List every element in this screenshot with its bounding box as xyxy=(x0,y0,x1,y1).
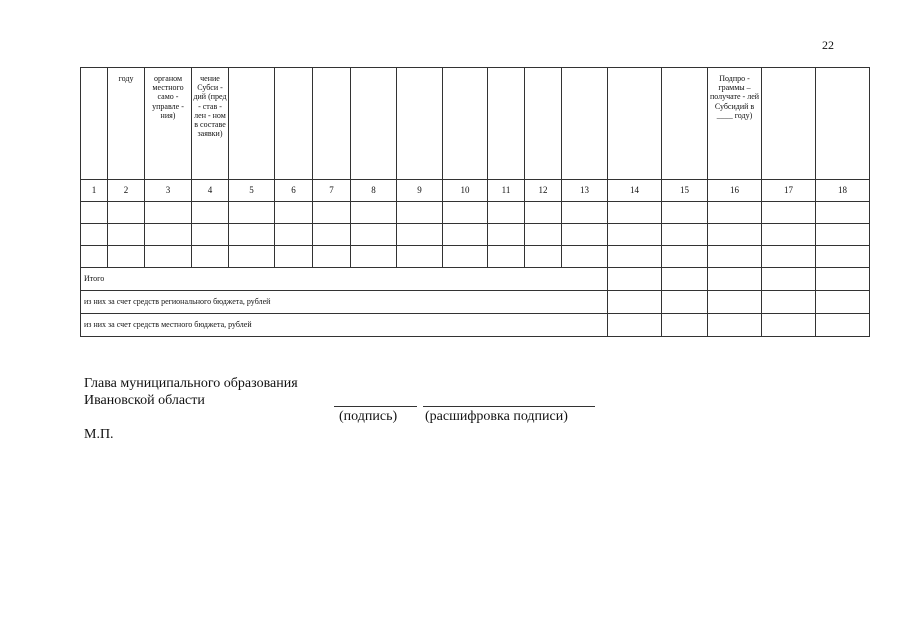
signatory-region: Ивановской области xyxy=(84,393,205,408)
header-cell-13 xyxy=(562,68,608,180)
transcript-line xyxy=(423,406,595,407)
column-number: 6 xyxy=(275,180,313,202)
signatory-block xyxy=(84,375,298,409)
signature-line xyxy=(334,406,417,407)
table-row xyxy=(81,202,870,224)
column-number: 9 xyxy=(397,180,443,202)
table-row xyxy=(81,246,870,268)
header-cell-4: чение Субси - дий (пред - став - лен - ном в составе заявки) xyxy=(192,68,229,180)
header-cell-9 xyxy=(397,68,443,180)
header-cell-11 xyxy=(488,68,525,180)
column-number: 7 xyxy=(313,180,351,202)
column-number: 1 xyxy=(81,180,108,202)
header-cell-1 xyxy=(81,68,108,180)
page-number: 22 xyxy=(822,38,834,52)
total-row xyxy=(81,268,870,291)
column-number: 13 xyxy=(562,180,608,202)
signature-caption: (подпись) xyxy=(339,409,398,424)
column-number: 14 xyxy=(608,180,662,202)
column-number: 3 xyxy=(145,180,192,202)
column-number: 18 xyxy=(816,180,870,202)
transcript-caption: (расшифровка подписи) xyxy=(425,409,568,424)
header-cell-7 xyxy=(313,68,351,180)
header-cell-3: органом местного само - управле - ния) xyxy=(145,68,192,180)
subsidy-table xyxy=(80,67,870,337)
column-number: 15 xyxy=(662,180,708,202)
total-label: Итого xyxy=(81,268,608,291)
local-budget-row xyxy=(81,314,870,337)
column-number: 2 xyxy=(108,180,145,202)
column-number: 4 xyxy=(192,180,229,202)
regional-budget-row xyxy=(81,291,870,314)
header-row xyxy=(81,68,870,180)
stamp-label: М.П. xyxy=(84,427,114,442)
signatory-title: Глава муниципального образования xyxy=(84,376,298,391)
regional-budget-label: из них за счет средств регионального бюджета, рублей xyxy=(81,291,608,314)
header-cell-6 xyxy=(275,68,313,180)
header-cell-15 xyxy=(662,68,708,180)
column-number: 16 xyxy=(708,180,762,202)
header-cell-18 xyxy=(816,68,870,180)
header-cell-5 xyxy=(229,68,275,180)
table-row xyxy=(81,224,870,246)
local-budget-label: из них за счет средств местного бюджета, рублей xyxy=(81,314,608,337)
column-number: 8 xyxy=(351,180,397,202)
column-number: 11 xyxy=(488,180,525,202)
header-cell-10 xyxy=(443,68,488,180)
header-cell-16: Подпро - граммы – получате - лей Субсидий в ____ году) xyxy=(708,68,762,180)
header-cell-2: году xyxy=(108,68,145,180)
column-number: 10 xyxy=(443,180,488,202)
column-number-row xyxy=(81,180,870,202)
header-cell-14 xyxy=(608,68,662,180)
header-cell-17 xyxy=(762,68,816,180)
header-cell-12 xyxy=(525,68,562,180)
header-cell-8 xyxy=(351,68,397,180)
column-number: 17 xyxy=(762,180,816,202)
column-number: 5 xyxy=(229,180,275,202)
column-number: 12 xyxy=(525,180,562,202)
